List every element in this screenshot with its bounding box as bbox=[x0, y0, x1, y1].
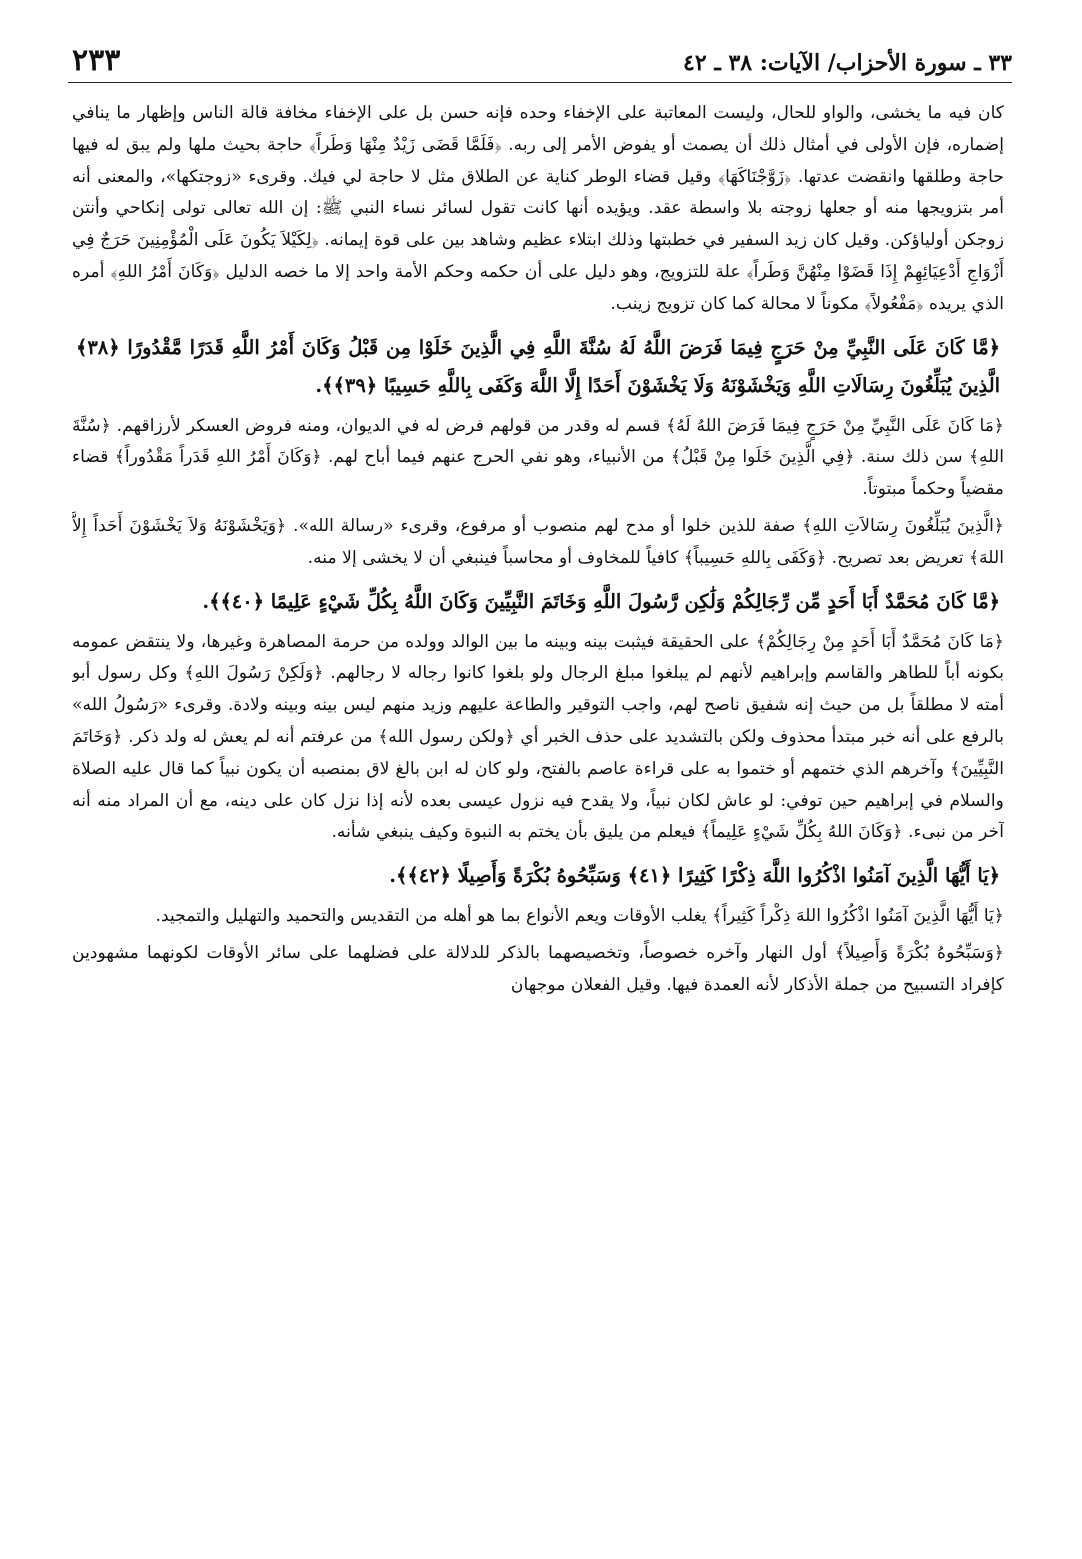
quran-verse: ﴿مَّا كَانَ عَلَى النَّبِيِّ مِنْ حَرَجٍ فِيمَا فَرَضَ اللَّهُ لَهُ سُنَّةَ اللَّهِ فِي الَّذِينَ خَلَوْا مِن قَبْلُ وَكَانَ أَمْرُ اللَّهِ قَدَرًا مَّقْدُورًا ﴿٣٨﴾ الَّذِينَ يُبَلِّغُونَ رِسَالَاتِ اللَّهِ وَيَخْشَوْنَهُ وَلَا يَخْشَوْنَ أَحَدًا إِلَّا اللَّهَ وَكَفَى بِاللَّهِ حَسِيبًا ﴿٣٩﴾﴾. bbox=[76, 335, 1000, 397]
commentary-paragraph: ﴿مَا كَانَ عَلَى النَّبِيِّ مِنْ حَرَجٍ فِيمَا فَرَضَ اللهُ لَهُ﴾ قسم له وقدر من قولهم فرض له في الديوان، ومنه فروض العسكر لأرزاقهم. ﴿سُنَّةَ اللهِ﴾ سن ذلك سنة. ﴿فِي الَّذِينَ خَلَوا مِنْ قَبْلُ﴾ من الأنبياء، وهو نفي الحرج عنهم فيما أباح لهم. ﴿وَكَانَ أَمْرُ اللهِ قَدَراً مَقْدُوراً﴾ قضاء مقضياً وحكماً مبتوتاً. bbox=[72, 415, 1004, 500]
commentary-paragraph: ﴿وَسَبِّحُوهُ بُكْرَةً وَأَصِيلاً﴾ أول النهار وآخره خصوصاً، وتخصيصهما بالذكر للدلالة على فضلهما على سائر الأوقات لكونهما مشهودين كإفراد التسبيح من جملة الأذكار لأنه العمدة فيها. وقيل الفعلان موجهان bbox=[72, 942, 1004, 995]
quran-verse: ﴿يَا أَيُّهَا الَّذِينَ آمَنُوا اذْكُرُوا اللَّهَ ذِكْرًا كَثِيرًا ﴿٤١﴾ وَسَبِّحُوهُ بُكْرَةً وَأَصِيلًا ﴿٤٢﴾﴾. bbox=[389, 864, 1000, 888]
commentary-paragraph: ﴿الَّذِينَ يُبَلِّغُونَ رِسَالاَتِ اللهِ﴾ صفة للذين خلوا أو مدح لهم منصوب أو مرفوع، وقرىء «رسالة الله». ﴿وَيَخْشَوْنَهُ وَلاَ يَخْشَوْنَ أَحَداً إِلاَّ اللهَ﴾ تعريض بعد تصريح. ﴿وَكَفَى بِاللهِ حَسِيباً﴾ كافياً للمخاوف أو محاسباً فينبغي أن لا يخشى إلا منه. bbox=[72, 515, 1004, 568]
page-number: ٢٣٣ bbox=[72, 43, 121, 78]
running-header bbox=[68, 38, 1012, 83]
header-title: ٣٣ ـ سورة الأحزاب/ الآيات: ٣٨ ـ ٤٢ bbox=[683, 50, 1012, 76]
commentary-paragraph: ﴿يَا أَيُّهَا الَّذِينَ آمَنُوا اذْكُرُوا اللهَ ذِكْراً كَثِيراً﴾ يغلب الأوقات ويعم الأنواع بما هو أهله من التقديس والتحميد والتهليل والتمجيد. bbox=[155, 906, 1004, 927]
commentary-paragraph: كان فيه ما يخشى، والواو للحال، وليست المعاتبة على الإخفاء وحده فإنه حسن بل على الإخفاء مخافة قالة الناس وإظهار ما ينافي إضماره، فإن الأولى في أمثال ذلك أن يصمت أو يفوض الأمر إلى ربه. ﴿فَلَمَّا قَضَى زَيْدٌ مِنْهَا وَطَراً﴾ حاجة بحيث ملها ولم يبق له فيها حاجة وطلقها وانقضت عدتها. ﴿زَوَّجْنَاكَهَا﴾ وقيل قضاء الوطر كناية عن الطلاق مثل لا حاجة لي فيك. وقرىء «زوجتكها»، والمعنى أنه أمر بتزويجها منه أو جعلها زوجته بلا واسطة عقد. ويؤيده أنها كانت تقول لسائر نساء النبي ﷺ: إن الله تعالى تولى إنكاحي وأنتن زوجكن أولياؤكن. وقيل كان زيد السفير في خطبتها وذلك ابتلاء عظيم وشاهد بين على قوة إيمانه. ﴿لِكَيْلاَ يَكُونَ عَلَى الْمُؤْمِنِينَ حَرَجٌ فِي أَزْوَاجِ أَدْعِيَائِهِمْ إِذَا قَضَوْا مِنْهُنَّ وَطَراً﴾ علة للتزويج، وهو دليل على أن حكمه وحكم الأمة واحد إلا ما خصه الدليل ﴿وَكَانَ أَمْرُ اللهِ﴾ أمره الذي يريده ﴿مَفْعُولاً﴾ مكوناً لا محالة كما كان تزويج زينب. bbox=[72, 103, 1004, 314]
commentary-paragraph: ﴿مَا كَانَ مُحَمَّدٌ أَبَا أَحَدٍ مِنْ رِجَالِكُمْ﴾ على الحقيقة فيثبت بينه وبينه ما بين الوالد وولده من حرمة المصاهرة وغيرها، ولا ينتقض عمومه بكونه أباً للطاهر والقاسم وإبراهيم لأنهم لم يبلغوا مبلغ الرجال ولو بلغوا كانوا رجاله لا رجالهم. ﴿وَلَكِنْ رَسُولَ اللهِ﴾ وكل رسول أبو أمته لا مطلقاً بل من حيث إنه شفيق ناصح لهم، واجب التوقير والطاعة عليهم وزيد منهم ليس بينه وبينه ولادة. وقرىء «رَسُولُ الله» بالرفع على أنه خبر مبتدأ محذوف ولكن بالتشديد على حذف الخبر أي ﴿ولكن رسول الله﴾ من عرفتم أنه لم يعش له ولد ذكر. ﴿وَخَاتَمَ النَّبِيِّينَ﴾ وآخرهم الذي ختمهم أو ختموا به على قراءة عاصم بالفتح، ولو كان له ابن بالغ لاق بمنصبه أن يكون نبياً كما قال عليه الصلاة والسلام في إبراهيم حين توفي: لو عاش لكان نبياً، ولا يقدح فيه نزول عيسى بعده لأنه إذا نزل كان على دينه، مع أن المراد منه أنه آخر من نبىء. ﴿وَكَانَ اللهُ بِكُلِّ شَيْءٍ عَلِيماً﴾ فيعلم من يليق بأن يختم به النبوة وكيف ينبغي شأنه. bbox=[72, 631, 1004, 843]
page-body bbox=[72, 98, 1004, 1519]
quran-verse: ﴿مَّا كَانَ مُحَمَّدٌ أَبَا أَحَدٍ مِّن رِّجَالِكُمْ وَلَٰكِن رَّسُولَ اللَّهِ وَخَاتَمَ النَّبِيِّينَ وَكَانَ اللَّهُ بِكُلِّ شَيْءٍ عَلِيمًا ﴿٤٠﴾﴾. bbox=[202, 589, 1000, 613]
